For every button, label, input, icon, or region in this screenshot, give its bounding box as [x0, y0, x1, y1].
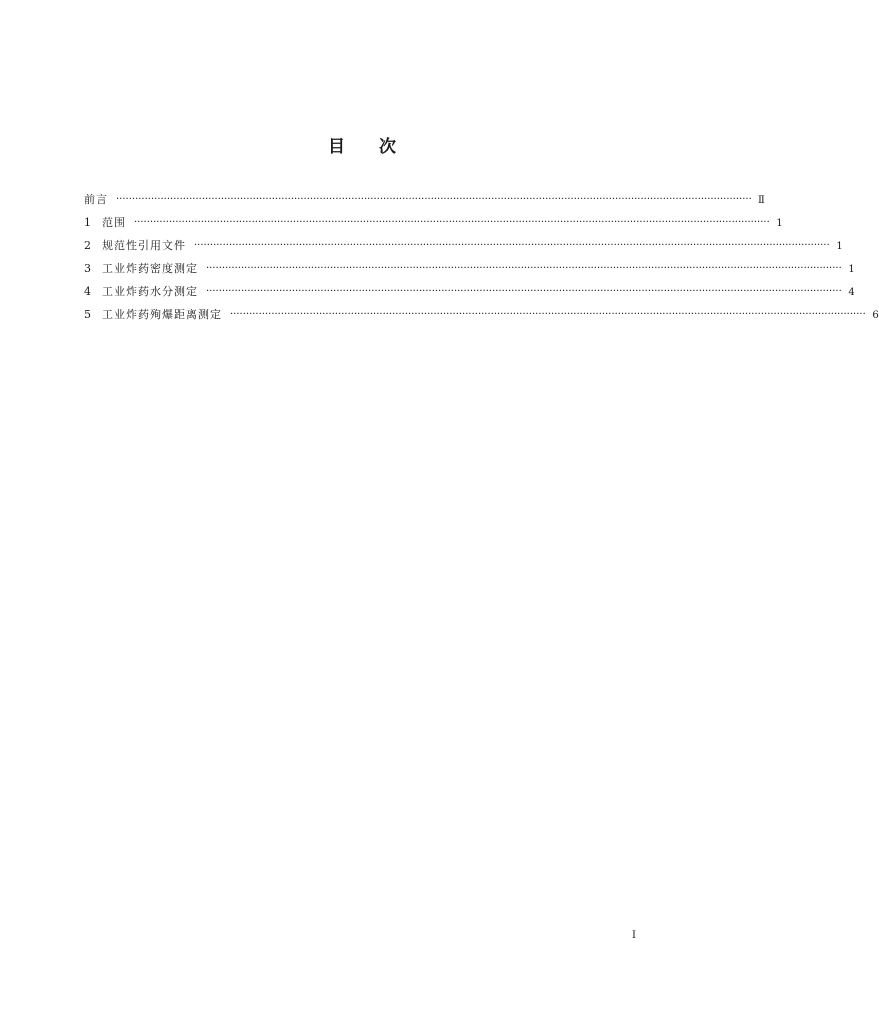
toc-entry-moisture-test[interactable] — [84, 284, 855, 307]
toc-dot-leader: ········································································································································································································ — [134, 217, 770, 228]
toc-entry-number: 1 — [84, 216, 91, 229]
toc-entry-page: 4 — [848, 287, 855, 298]
toc-entry-page: 1 — [776, 218, 783, 229]
toc-entry-label: 工业炸药密度测定 — [102, 262, 198, 275]
toc-entry-label: 范围 — [102, 216, 126, 229]
toc-entry-normative-references[interactable] — [84, 238, 843, 261]
toc-dot-leader: ········································································································································································································ — [230, 309, 866, 320]
toc-dot-leader: ········································································································································································································ — [206, 286, 842, 297]
toc-dot-leader: ········································································································································································································ — [194, 240, 830, 251]
toc-entry-label: 前言 — [84, 193, 108, 206]
toc-entry-page: 1 — [848, 264, 855, 275]
toc-entry-page: 1 — [836, 241, 843, 252]
toc-entry-label: 工业炸药殉爆距离测定 — [102, 308, 222, 321]
toc-entry-number: 5 — [84, 308, 91, 321]
toc-entry-label: 工业炸药水分测定 — [102, 285, 198, 298]
toc-entry-number: 4 — [84, 285, 91, 298]
toc-title: 目 次 — [328, 137, 396, 157]
toc-entry-page: 6 — [872, 310, 879, 321]
toc-entry-label: 规范性引用文件 — [102, 239, 186, 252]
toc-entry-preface[interactable] — [84, 192, 765, 215]
toc-entry-scope[interactable] — [84, 215, 783, 238]
toc-entry-number: 3 — [84, 262, 91, 275]
toc-entry-number: 2 — [84, 239, 91, 252]
toc-entry-density-test[interactable] — [84, 261, 855, 284]
toc-entry-sympathetic-detonation-test[interactable] — [84, 307, 879, 330]
toc-dot-leader: ········································································································································································································ — [206, 263, 842, 274]
table-of-contents — [84, 192, 879, 330]
toc-dot-leader: ········································································································································································································ — [116, 194, 752, 205]
page-number: I — [632, 930, 636, 941]
toc-entry-page: Ⅱ — [757, 195, 765, 206]
